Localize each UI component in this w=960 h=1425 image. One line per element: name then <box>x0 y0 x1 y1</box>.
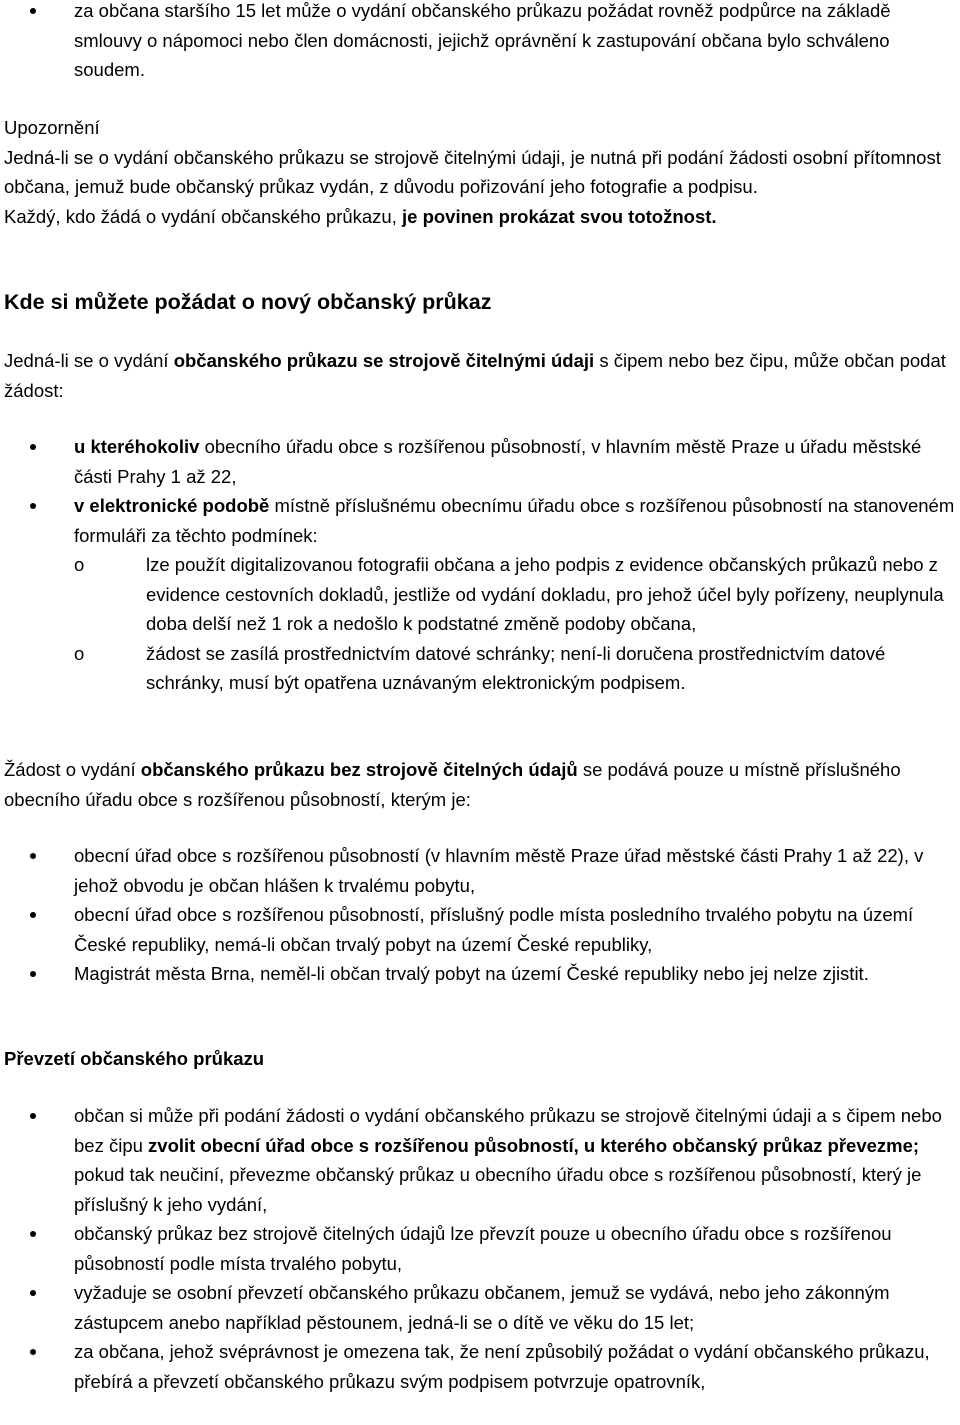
list-item: u kteréhokoliv obecního úřadu obce s rozšířenou působností, v hlavním městě Praze u úřadu městské části Prahy 1 až 22, <box>4 432 958 491</box>
where-intro <box>4 346 958 405</box>
list-marker: o <box>74 642 85 664</box>
where-list <box>4 432 958 698</box>
list-item: vyžaduje se osobní převzetí občanského průkazu občanem, jemuž se vydává, nebo jeho zákonným zástupcem anebo například pěstounem, jedná-li se o dítě ve věku do 15 let; <box>4 1278 958 1337</box>
intro-section <box>4 0 958 85</box>
identity-requirement: Každý, kdo žádá o vydání občanského průkazu, je povinen prokázat svou totožnost. <box>4 205 717 227</box>
list-item: občanský průkaz bez strojově čitelných údajů lze převzít pouze u obecního úřadu obce s rozšířenou působností podle místa trvalého pobytu, <box>4 1219 958 1278</box>
where-heading: Kde si můžete požádat o nový občanský průkaz <box>4 290 492 314</box>
pickup-list <box>4 1101 958 1396</box>
notice-heading: Upozornění <box>4 117 100 138</box>
list-item: občan si může při podání žádosti o vydání občanského průkazu se strojově čitelnými údaji a s čipem nebo bez čipu zvolit obecní úřad obce s rozšířenou působností, u kterého občanský průkaz převezme; pokud tak neučiní, převezme občanský průkaz u obecního úřadu obce s rozšířenou působností, který je příslušný k jeho vydání, <box>4 1101 958 1219</box>
notice-section <box>4 113 958 231</box>
sub-list-item: o žádost se zasílá prostřednictvím datové schránky; není-li doručena prostřednictvím datové schránky, musí být opatřena uznávaným elektronickým podpisem. <box>74 639 958 698</box>
pickup-section <box>4 1044 958 1074</box>
sub-list-item: o lze použít digitalizovanou fotografii občana a jeho podpis z evidence občanských průkazů nebo z evidence cestovních dokladů, jestliže od vydání dokladu, pro jehož účel byly pořízeny, neuplynula doba delší než 1 rok a nedošlo k podstatné změně podoby občana, <box>74 550 958 639</box>
notice-text: Jedná-li se o vydání občanského průkazu se strojově čitelnými údaji, je nutná při podání žádosti osobní přítomnost občana, jemuž bude občanský průkaz vydán, z důvodu pořizování jeho fotografie a podpisu. <box>4 146 941 197</box>
list-item: obecní úřad obce s rozšířenou působností, příslušný podle místa posledního trvalého pobytu na území České republiky, nemá-li občan trvalý pobyt na území České republiky, <box>4 900 958 959</box>
list-item: Magistrát města Brna, neměl-li občan trvalý pobyt na území České republiky nebo jej nelze zjistit. <box>4 959 958 989</box>
without-chip-paragraph: Žádost o vydání občanského průkazu bez strojově čitelných údajů se podává pouze u místně příslušného obecního úřadu obce s rozšířenou působností, kterým je: <box>4 759 901 810</box>
where-paragraph: Jedná-li se o vydání občanského průkazu se strojově čitelnými údaji s čipem nebo bez čipu, může občan podat žádost: <box>4 350 946 401</box>
without-chip-list-block <box>4 841 958 989</box>
without-chip-list <box>4 841 958 989</box>
list-item: za občana, jehož svéprávnost je omezena tak, že není způsobilý požádat o vydání občanského průkazu, přebírá a převzetí občanského průkazu svým podpisem potvrzuje opatrovník, <box>4 1337 958 1396</box>
list-item: za občana staršího 15 let může o vydání občanského průkazu požádat rovněž podpůrce na základě smlouvy o nápomoci nebo člen domácnosti, jejichž oprávnění k zastupování občana bylo schváleno soudem. <box>4 0 958 85</box>
intro-list <box>4 0 958 85</box>
where-list-block <box>4 432 958 698</box>
pickup-heading: Převzetí občanského průkazu <box>4 1048 265 1069</box>
without-chip-section <box>4 755 958 814</box>
pickup-list-block <box>4 1101 958 1396</box>
list-item: obecní úřad obce s rozšířenou působností (v hlavním městě Praze úřad městské části Prahy 1 až 22), v jehož obvodu je občan hlášen k trvalému pobytu, <box>4 841 958 900</box>
conditions-list <box>74 550 958 698</box>
list-item: v elektronické podobě místně příslušnému obecnímu úřadu obce s rozšířenou působností na stanoveném formuláři za těchto podmínek: o lze použít digitalizovanou fotografii občana a jeho podpis z evidence občanských průkazů nebo z evidence cestovních dokladů, jestliže od vydání dokladu, pro jehož účel byly pořízeny, neuplynula doba delší než 1 rok a nedošlo k podstatné změně podoby občana, o žádost se zasílá prostřednictvím datové schránky; není-li doručena prostřednictvím datové schránky, musí být opatřena uznávaným elektronickým podpisem. <box>4 491 958 698</box>
list-marker: o <box>74 554 85 575</box>
where-section <box>4 288 958 318</box>
